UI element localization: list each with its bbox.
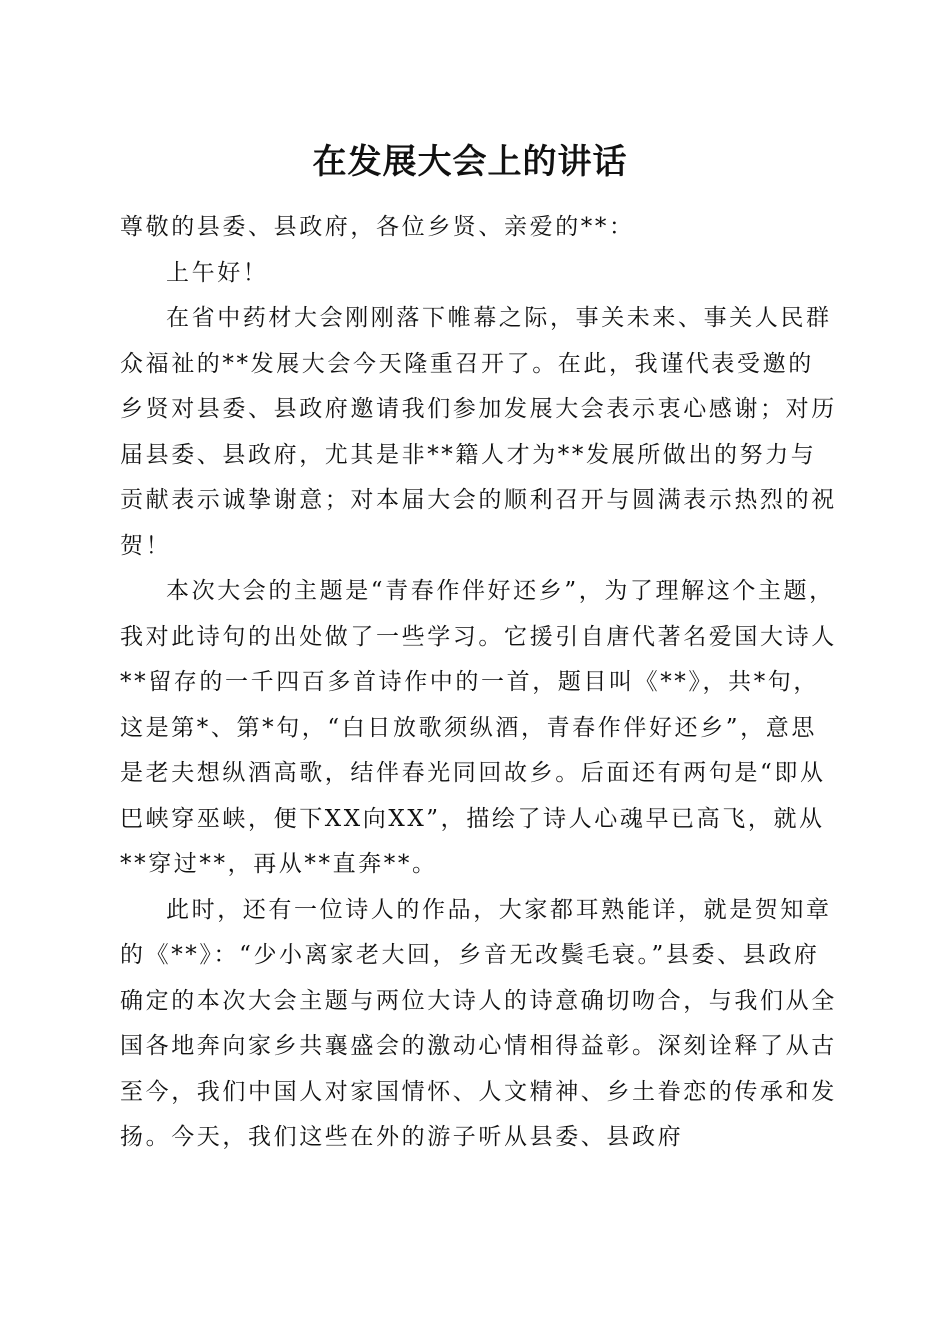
paragraph-theme: 本次大会的主题是“青春作伴好还乡”，为了理解这个主题，我对此诗句的出处做了一些学习。它援引自唐代著名爱国大诗人**留存的一千四百多首诗作中的一首，题目叫《**》，共*句，这是第*、第*句，“白日放歌须纵酒，青春作伴好还乡”，意思是老夫想纵酒高歌，结伴春光同回故乡。后面还有两句是“即从巴峡穿巫峡，便下XX向XX”，描绘了诗人心魂早已高飞，就从**穿过**，再从**直奔**。: [120, 578, 837, 877]
paragraph-thanks: 在省中药材大会刚刚落下帷幕之际，事关未来、事关人民群众福祉的**发展大会今天隆重召开了。在此，我谨代表受邀的乡贤对县委、县政府邀请我们参加发展大会表示衷心感谢；对历届县委、县政府，尤其是非**籍人才为**发展所做出的努力与贡献表示诚挚谢意；对本届大会的顺利召开与圆满表示热烈的祝贺！: [120, 305, 837, 559]
page-title: 在发展大会上的讲话: [312, 142, 628, 182]
salutation: 尊敬的县委、县政府，各位乡贤、亲爱的**：: [120, 214, 635, 240]
paragraph-greeting: 上午好！: [166, 259, 269, 286]
paragraph-poetry: 此时，还有一位诗人的作品，大家都耳熟能详，就是贺知章的《**》：“少小离家老大回，乡音无改鬓毛衰。”县委、县政府确定的本次大会主题与两位大诗人的诗意确切吻合，与我们从全国各地奔向家乡共襄盛会的激动心情相得益彰。深刻诠释了从古至今，我们中国人对家国情怀、人文精神、乡土眷恋的传承和发扬。今天，我们这些在外的游子听从县委、县政府: [120, 896, 837, 1150]
speech-body: [120, 205, 838, 1161]
